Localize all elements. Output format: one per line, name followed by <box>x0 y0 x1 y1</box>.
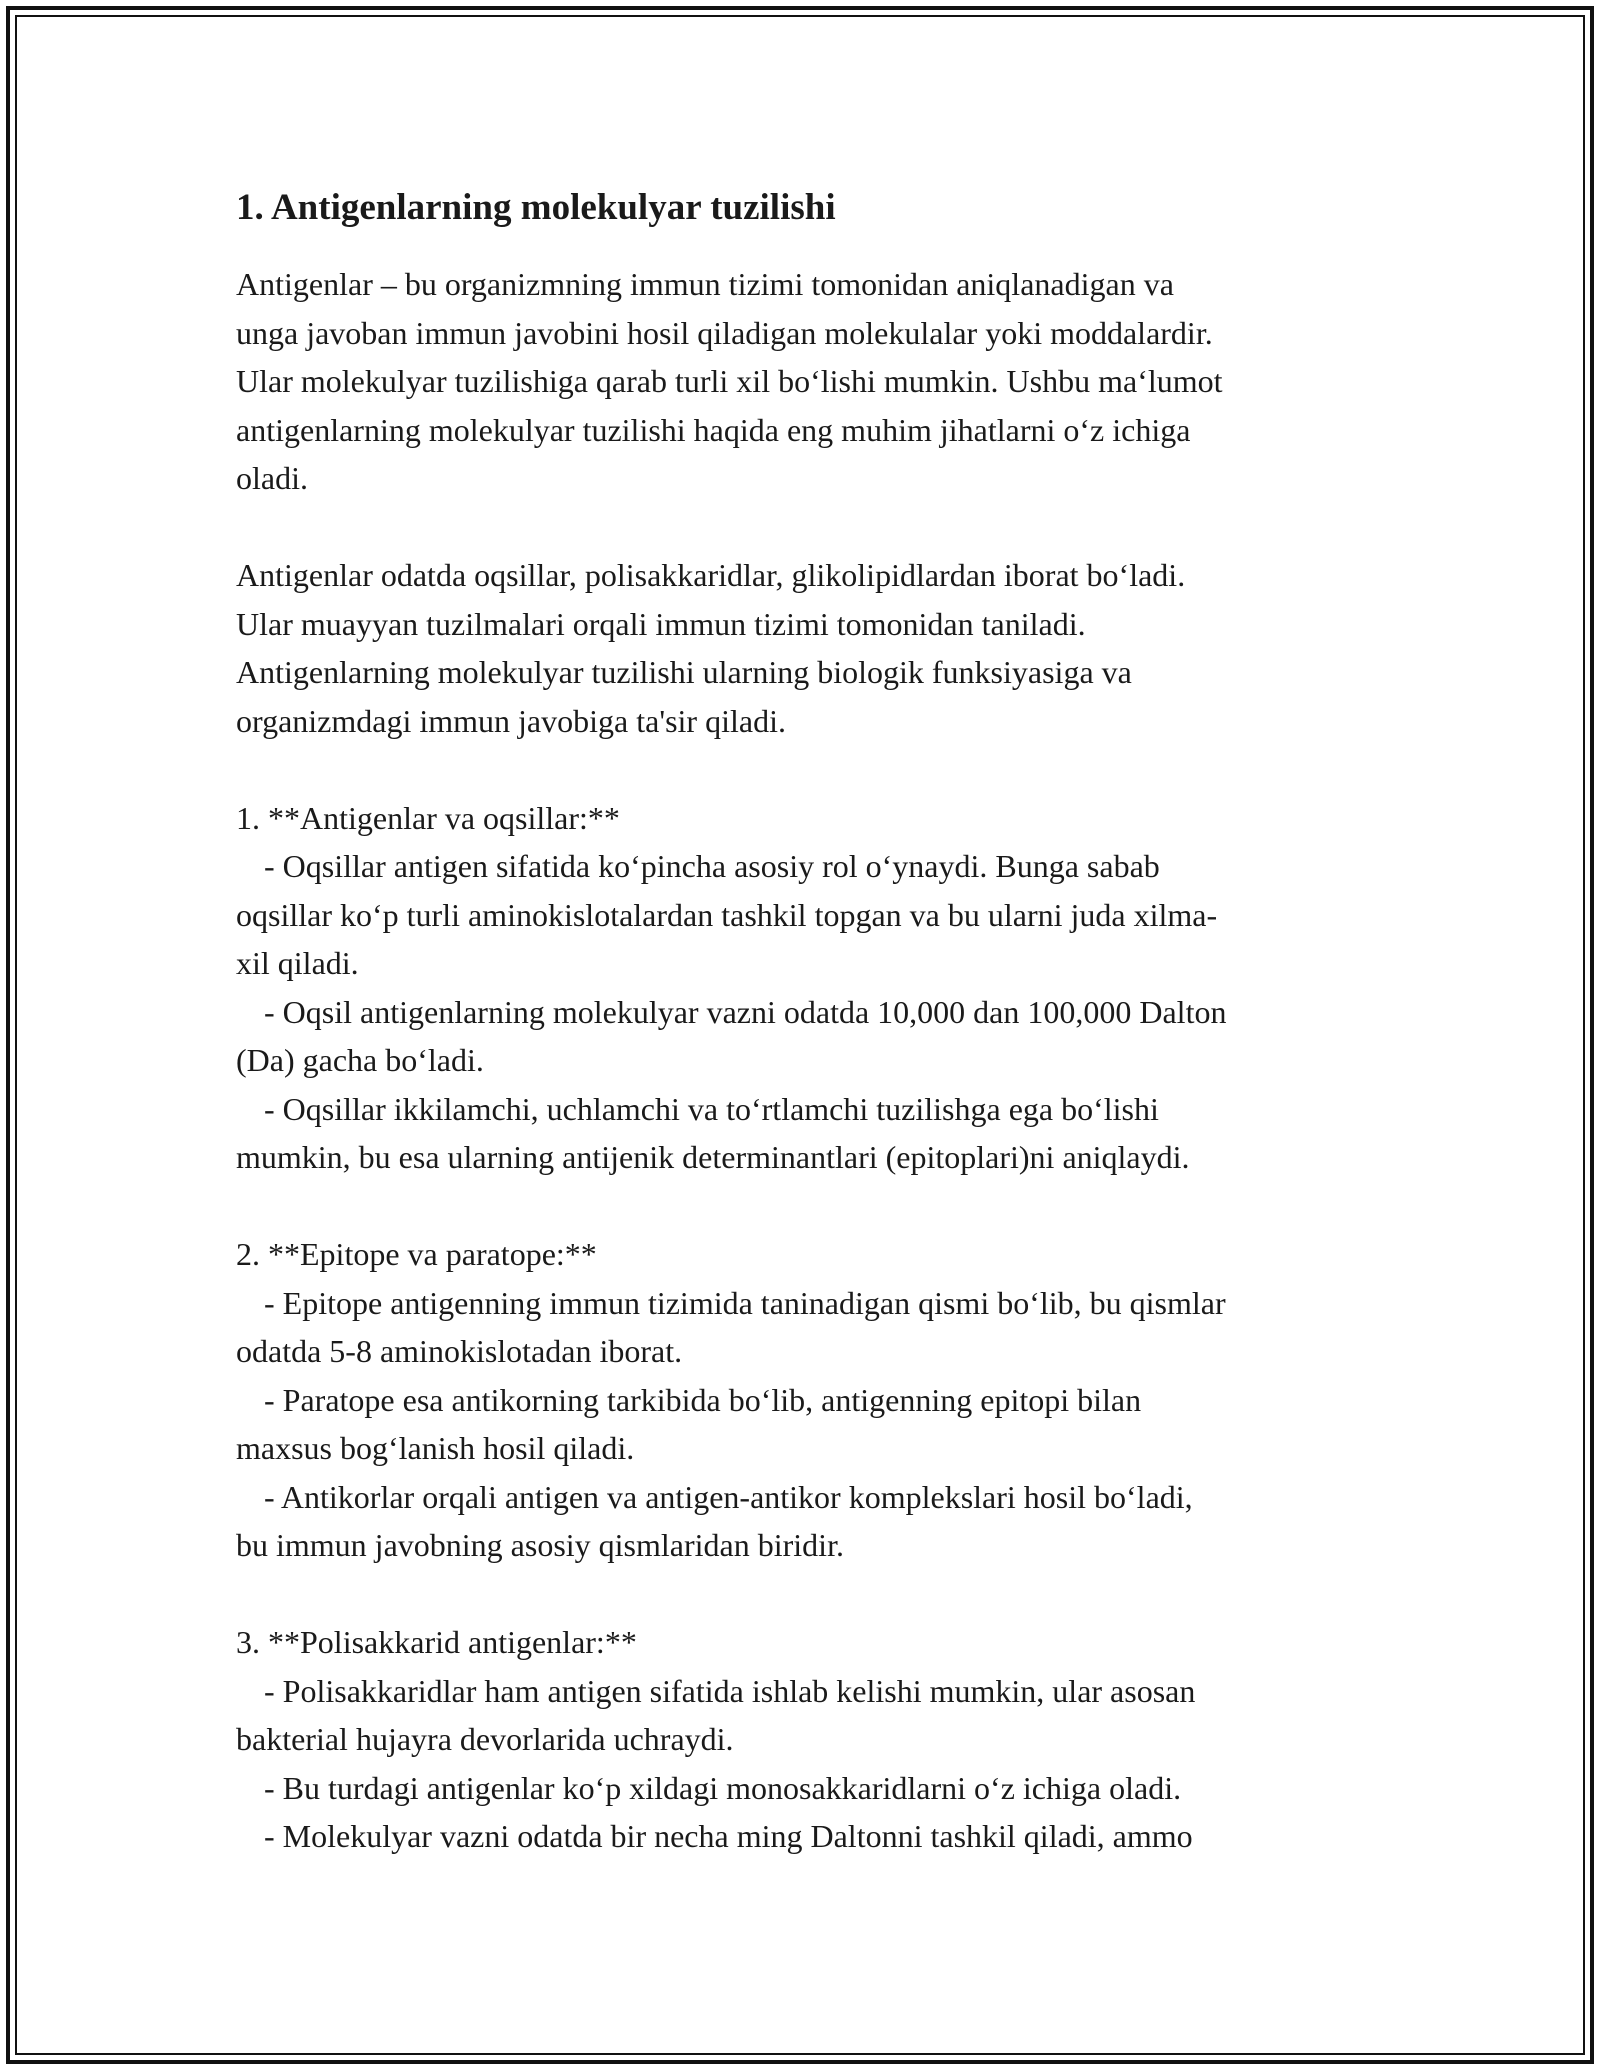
document-body <box>236 186 1376 1909</box>
section-heading: 1. **Antigenlar va oqsillar:** <box>236 799 620 836</box>
intro-paragraph: Antigenlar – bu organizmning immun tizimi tomonidan aniqlanadigan va unga javoban immun javobini hosil qiladigan molekulalar yoki moddalardir. Ular molekulyar tuzilishiga qarab turli xil bo‘lishi mumkin. Ushbu ma‘lumot antigenlarning molekulyar tuzilishi haqida eng muhim jihatlarni o‘z ichiga oladi. <box>236 266 1223 497</box>
list-item <box>236 1085 1376 1182</box>
list-item <box>236 1473 1376 1570</box>
list-item-text: - Oqsil antigenlarning molekulyar vazni odatda 10,000 dan 100,000 Dalton (Da) gacha bo‘ladi. <box>236 993 1227 1079</box>
list-item <box>236 988 1376 1085</box>
list-item-text: - Paratope esa antikorning tarkibida bo‘lib, antigenning epitopi bilan maxsus bog‘lanish hosil qiladi. <box>236 1381 1142 1467</box>
section-polysaccharide-antigens <box>236 1618 1376 1861</box>
list-item <box>236 1812 1376 1861</box>
composition-paragraph: Antigenlar odatda oqsillar, polisakkaridlar, glikolipidlardan iborat bo‘ladi. Ular muayyan tuzilmalari orqali immun tizimi tomonidan taniladi. Antigenlarning molekulyar tuzilishi ularning biologik funksiyasiga va organizmdagi immun javobiga ta'sir qiladi. <box>236 557 1186 739</box>
section-heading: 2. **Epitope va paratope:** <box>236 1236 597 1273</box>
list-item <box>236 1279 1376 1376</box>
list-item-text: - Epitope antigenning immun tizimida taninadigan qismi bo‘lib, bu qismlar odatda 5-8 aminokislotadan iborat. <box>236 1284 1226 1370</box>
list-item <box>236 1764 1376 1813</box>
list-item <box>236 842 1376 988</box>
list-item-text: - Bu turdagi antigenlar ko‘p xildagi monosakkaridlarni o‘z ichiga oladi. <box>264 1769 1182 1806</box>
list-item-text: - Oqsillar antigen sifatida ko‘pincha asosiy rol o‘ynaydi. Bunga sabab oqsillar ko‘p turli aminokislotalardan tashkil topgan va bu ularni juda xilma- xil qiladi. <box>236 848 1218 982</box>
list-item <box>236 1376 1376 1473</box>
document-title: 1. Antigenlarning molekulyar tuzilishi <box>236 187 836 228</box>
section-antigens-and-proteins <box>236 794 1376 1182</box>
section-epitope-paratope <box>236 1230 1376 1570</box>
section-heading: 3. **Polisakkarid antigenlar:** <box>236 1624 637 1661</box>
list-item <box>236 1667 1376 1764</box>
list-item-text: - Molekulyar vazni odatda bir necha ming Daltonni tashkil qiladi, ammo <box>264 1818 1193 1855</box>
list-item-text: - Antikorlar orqali antigen va antigen-antikor komplekslari hosil bo‘ladi, bu immun javobning asosiy qismlaridan biridir. <box>236 1478 1193 1564</box>
list-item-text: - Polisakkaridlar ham antigen sifatida ishlab kelishi mumkin, ular asosan bakterial hujayra devorlarida uchraydi. <box>236 1672 1196 1758</box>
list-item-text: - Oqsillar ikkilamchi, uchlamchi va to‘rtlamchi tuzilishga ega bo‘lishi mumkin, bu esa ularning antijenik determinantlari (epitoplari)ni aniqlaydi. <box>236 1090 1190 1176</box>
